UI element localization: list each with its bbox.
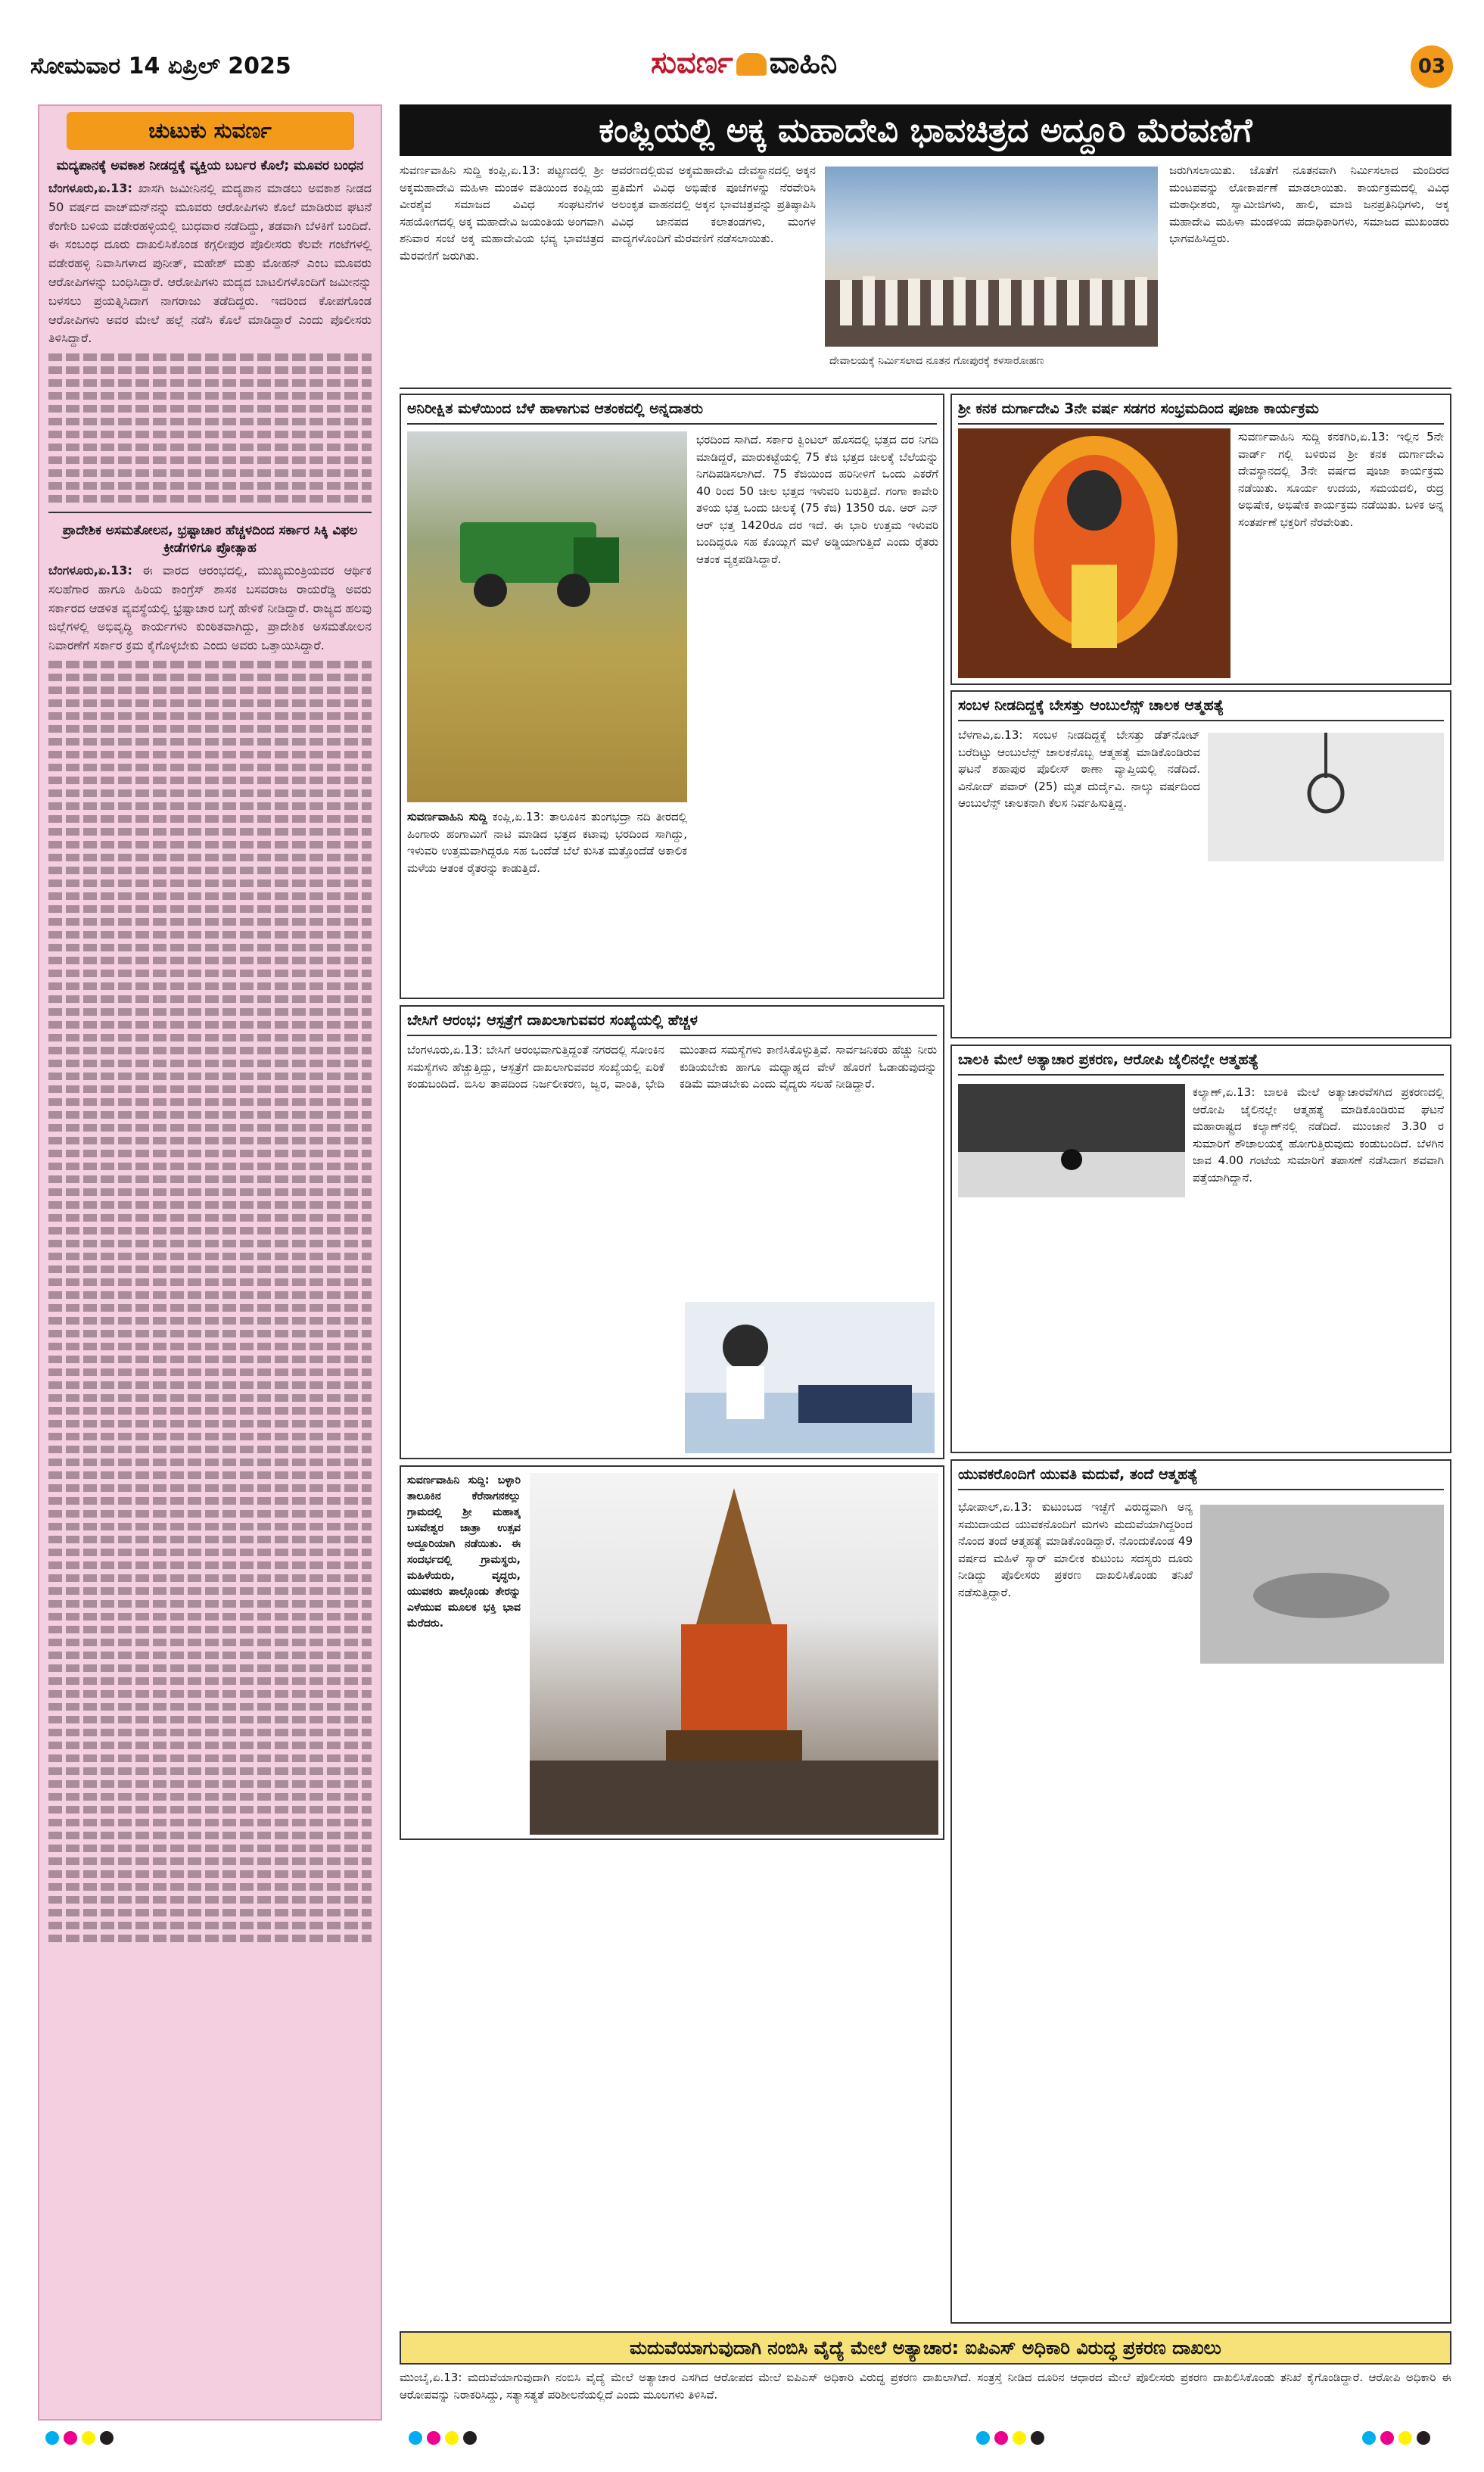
paddy-harvest-art <box>407 431 687 802</box>
chariot-caption-text: ಸುವರ್ಣವಾಹಿನಿ ಸುದ್ದಿ: ಬಳ್ಳಾರಿ ತಾಲೂಕಿನ ಕೆರೆನಾಗನಕಲ್ಲು ಗ್ರಾಮದಲ್ಲಿ ಶ್ರೀ ಮಹಾತ್ಮ ಬಸವೇಶ್ವರ ಜಾತ್ರಾ ಉತ್ಸವ ಅದ್ದೂರಿಯಾಗಿ ನಡೆಯಿತು. ಈ ಸಂದರ್ಭದಲ್ಲಿ ಗ್ರಾಮಸ್ಥರು, ಮಹಿಳೆಯರು, ವೃದ್ಧರು, ಯುವಕರು ಪಾಲ್ಗೊಂಡು ತೇರನ್ನು ಎಳೆಯುವ ಮೂಲಕ ಭಕ್ತಿ ಭಾವ ಮೆರೆದರು. <box>407 1474 521 1630</box>
hospital-photo-art <box>685 1302 935 1453</box>
registration-marks-center <box>409 2431 477 2445</box>
rain-story-intro-text: ಕಂಪ್ಲಿ,ಏ.13: ತಾಲೂಕಿನ ತುಂಗಭದ್ರಾ ನದಿ ತೀರದಲ್ಲಿ ಹಿಂಗಾರು ಹಂಗಾಮಿಗೆ ನಾಟಿ ಮಾಡಿದ ಭತ್ತದ ಕಟಾವು ಭರದಿಂದ ಸಾಗಿದ್ದು, ಇಳುವರಿ ಉತ್ತಮವಾಗಿದ್ದರೂ ಸಹ ಒಂದೆಡೆ ಬೆಲೆ ಕುಸಿತ ಮತ್ತೊಂದೆಡೆ ಅಕಾಲಿಕ ಮಳೆಯ ಆತಂಕ ರೈತರನ್ನು ಕಾಡುತ್ತಿದೆ. <box>407 810 687 875</box>
brief-dateline-1: ಬೆಂಗಳೂರು,ಏ.13: <box>48 180 132 195</box>
lead-headline: ಕಂಪ್ಲಿಯಲ್ಲಿ ಅಕ್ಕ ಮಹಾದೇವಿ ಭಾವಚಿತ್ರದ ಅದ್ದೂರಿ ಮೆರವಣಿಗೆ <box>400 104 1451 156</box>
lead-col-1-text: ಸುವರ್ಣವಾಹಿನಿ ಸುದ್ದಿ ಕಂಪ್ಲಿ,ಏ.13: ಪಟ್ಟಣದಲ್ಲಿ ಶ್ರೀ ಅಕ್ಕಮಹಾದೇವಿ ಮಹಿಳಾ ಮಂಡಳಿ ವತಿಯಿಂದ ಕಂಪ್ಲಿಯ ವೀರಶೈವ ಸಮಾಜದ ವಿವಿಧ ಸಂಘಟನೆಗಳ ಸಹಯೋಗದಲ್ಲಿ ಅಕ್ಕ ಮಹಾದೇವಿ ಜಯಂತಿಯ ಅಂಗವಾಗಿ ಶನಿವಾರ ಸಂಜೆ ಅಕ್ಕ ಮಹಾದೇವಿಯ ಭವ್ಯ ಭಾವಚಿತ್ರದ ಮೆರವಣಿಗೆ ಜರುಗಿತು. <box>400 163 604 263</box>
lead-col-3 <box>1169 162 1449 389</box>
marriage-story-body <box>958 1499 1193 2316</box>
rain-story-header <box>407 397 937 427</box>
jail-photo <box>958 1084 1185 1197</box>
bottom-story-title: ಮದುವೆಯಾಗುವುದಾಗಿ ನಂಬಿಸಿ ವೈದ್ಯೆ ಮೇಲೆ ಅತ್ಯಾಚಾರ: ಐಪಿಎಸ್ ಅಧಿಕಾರಿ ವಿರುದ್ಧ ಪ್ರಕರಣ ದಾಖಲು <box>400 2331 1451 2365</box>
hospital-story-title: ಬೇಸಿಗೆ ಆರಂಭ; ಆಸ್ಪತ್ರೆಗೆ ದಾಖಲಾಗುವವರ ಸಂಖ್ಯೆಯಲ್ಲಿ ಹೆಚ್ಚಳ <box>407 1008 937 1036</box>
noose-art <box>1208 733 1444 861</box>
ambulance-story-text: ಬೆಳಗಾವಿ,ಏ.13: ಸಂಬಳ ನೀಡದಿದ್ದಕ್ಕೆ ಬೇಸತ್ತು ಡೆತ್‌ನೋಟ್ ಬರೆದಿಟ್ಟು ಆಂಬುಲೆನ್ಸ್ ಚಾಲಕನೊಬ್ಬ ಆತ್ಮಹತ್ಯೆ ಮಾಡಿಕೊಂಡಿರುವ ಘಟನೆ ಶಹಾಪುರ ಪೊಲೀಸ್ ಠಾಣಾ ವ್ಯಾಪ್ತಿಯಲ್ಲಿ ನಡೆದಿದೆ. ವಿನೋದ್ ಪವಾರ್ (25) ಮೃತ ದುರ್ದೈವಿ. ನಾಲ್ಕು ವರ್ಷದಿಂದ ಆಂಬುಲೆನ್ಸ್ ಚಾಲಕನಾಗಿ ಕೆಲಸ ನಿರ್ವಹಿಸುತ್ತಿದ್ದ. <box>958 728 1200 810</box>
lead-col-1 <box>400 162 604 389</box>
hand-photo-art <box>1200 1505 1444 1664</box>
deity-photo <box>958 428 1230 678</box>
brief-title-2: ಪ್ರಾದೇಶಿಕ ಅಸಮತೋಲನ, ಭ್ರಷ್ಟಾಚಾರ ಹೆಚ್ಚಳದಿಂದ ಸರ್ಕಾರ ಸಿಕ್ಕಿ ವಿಫಲ ಕ್ರೀಡೆಗಳಿಗೂ ಪ್ರೋತ್ಸಾಹ <box>62 523 358 556</box>
bottom-story-text: ಮುಂಬೈ,ಏ.13: ಮದುವೆಯಾಗುವುದಾಗಿ ನಂಬಿಸಿ ವೈದ್ಯೆ ಮೇಲೆ ಅತ್ಯಾಚಾರ ಎಸಗಿದ ಆರೋಪದ ಮೇಲೆ ಐಪಿಎಸ್ ಅಧಿಕಾರಿ ವಿರುದ್ಧ ಪ್ರಕರಣ ದಾಖಲಾಗಿದೆ. ಸಂತ್ರಸ್ತೆ ನೀಡಿದ ದೂರಿನ ಆಧಾರದ ಮೇಲೆ ಪೊಲೀಸರು ಪ್ರಕರಣ ದಾಖಲಿಸಿಕೊಂಡು ತನಿಖೆ ಕೈಗೊಂಡಿದ್ದಾರೆ. ಆರೋಪಿ ಅಧಿಕಾರಿ ಈ ಆರೋಪವನ್ನು ನಿರಾಕರಿಸಿದ್ದು, ಸತ್ಯಾಸತ್ಯತೆ ಪರಿಶೀಲನೆಯಲ್ಲಿದೆ ಎಂದು ಮೂಲಗಳು ತಿಳಿಸಿವೆ. <box>400 2371 1451 2402</box>
hospital-story-text: ಬೆಂಗಳೂರು,ಏ.13: ಬೇಸಿಗೆ ಆರಂಭವಾಗುತ್ತಿದ್ದಂತೆ ನಗರದಲ್ಲಿ ಸೋಂಕಿನ ಸಮಸ್ಯೆಗಳು ಹೆಚ್ಚುತ್ತಿದ್ದು, ಆಸ್ಪತ್ರೆಗೆ ದಾಖಲಾಗುವವರ ಸಂಖ್ಯೆಯಲ್ಲಿ ಏರಿಕೆ ಕಂಡುಬಂದಿದೆ. ಬಿಸಿಲ ತಾಪದಿಂದ ನಿರ್ಜಲೀಕರಣ, ಜ್ವರ, ವಾಂತಿ, ಭೇದಿ ಮುಂತಾದ ಸಮಸ್ಯೆಗಳು ಕಾಣಿಸಿಕೊಳ್ಳುತ್ತಿವೆ. ಸಾರ್ವಜನಿಕರು ಹೆಚ್ಚು ನೀರು ಕುಡಿಯಬೇಕು ಹಾಗೂ ಮಧ್ಯಾಹ್ನದ ವೇಳೆ ಹೊರಗೆ ಓಡಾಡುವುದನ್ನು ಕಡಿಮೆ ಮಾಡಬೇಕು ಎಂದು ವೈದ್ಯರು ಸಲಹೆ ನೀಡಿದ್ದಾರೆ. <box>407 1043 937 1091</box>
noose-photo <box>1208 733 1444 861</box>
rain-story-body-text: ಭರದಿಂದ ಸಾಗಿದೆ. ಸರ್ಕಾರ ಕ್ವಿಂಟಲ್ ಹೊಸದಲ್ಲಿ ಭತ್ತದ ದರ ನಿಗದಿ ಮಾಡಿದ್ದರೆ, ಮಾರುಕಟ್ಟೆಯಲ್ಲಿ 75 ಕೆಜಿ ಭತ್ತದ ಚೀಲಕ್ಕೆ ಬೆಲೆಯನ್ನು ನಿಗದಿಪಡಿಸಲಾಗಿದೆ. 75 ಕೆಜಿಯಿಂದ ಹರಿನೀಳಿಗೆ ಒಂದು ಎಕರೆಗೆ 40 ರಿಂದ 50 ಚೀಲ ಭತ್ತದ ಇಳುವರಿ ಬರುತ್ತಿದೆ. ಗಂಗಾ ಕಾವೇರಿ ತಳಿಯ ಭತ್ತ ಒಂದು ಚೀಲಕ್ಕೆ (75 ಕೆಜಿ) 1350 ರೂ. ಆರ್ ಎನ್ ಆರ್ ಭತ್ತ 1420ರೂ ದರ ಇದೆ. ಈ ಭಾರಿ ಉತ್ತಮ ಇಳುವರಿ ಬಂದಿದ್ದರೂ ಸಹ ಕೊಯ್ಲಿಗೆ ಮಳೆ ಅಡ್ಡಿಯಾಗುತ್ತಿದೆ ಎಂದು ರೈತರು ಆತಂಕ ವ್ಯಕ್ತಪಡಿಸಿದ್ದಾರೆ. <box>696 433 938 566</box>
left-column-briefs <box>38 104 382 2421</box>
chariot-caption <box>407 1473 521 1836</box>
registration-marks-center-right <box>976 2431 1044 2445</box>
registration-marks-right <box>1362 2431 1430 2445</box>
jail-story-header <box>958 1048 1444 1078</box>
rain-story-intro <box>407 808 687 994</box>
pooja-story-text: ಸುವರ್ಣವಾಹಿನಿ ಸುದ್ದಿ ಕನಕಗಿರಿ,ಏ.13: ಇಲ್ಲಿನ 5ನೇ ವಾರ್ಡ್ ಗಲ್ಲಿ ಬಳಿರುವ ಶ್ರೀ ಕನಕ ದುರ್ಗಾದೇವಿ ದೇವಸ್ಥಾನದಲ್ಲಿ 3ನೇ ವರ್ಷದ ಪೂಜಾ ಕಾರ್ಯಕ್ರಮ ನಡೆಯಿತು. ಸೂರ್ಯ ಉದಯ, ಸಮಯದಲಿ, ರುದ್ರ ಅಭಿಷೇಕ, ಅಭಿಷೇಕ ಕಾರ್ಯಕ್ರಮ ನಡೆಯಿತು. ಬಳಿಕ ಅನ್ನ ಸಂತರ್ಪಣೆ ಭಕ್ತರಿಗೆ ನೆರವೇರಿತು. <box>1238 430 1444 529</box>
issue-date: ಸೋಮವಾರ 14 ಏಪ್ರಿಲ್ 2025 <box>30 53 291 79</box>
masthead-right: ವಾಹಿನಿ <box>769 45 838 80</box>
brief-dateline-2: ಬೆಂಗಳೂರು,ಏ.13: <box>48 562 132 578</box>
lead-col-3-text: ಜರುಗಿಸಲಾಯಿತು. ಜೊತೆಗೆ ನೂತನವಾಗಿ ನಿರ್ಮಿಸಲಾದ ಮಂದಿರದ ಮಂಟಪವನ್ನು ಲೋಕಾರ್ಪಣೆ ಮಾಡಲಾಯಿತು. ಕಾರ್ಯಕ್ರಮದಲ್ಲಿ ವಿವಿಧ ಮಠಾಧೀಶರು, ಸ್ವಾಮೀಜಿಗಳು, ಹಾಲಿ, ಮಾಜಿ ಜನಪ್ರತಿನಿಧಿಗಳು, ಅಕ್ಕ ಮಹಾದೇವಿ ಮಹಿಳಾ ಮಂಡಳಿಯ ಪದಾಧಿಕಾರಿಗಳು, ಸಮಾಜದ ಮುಖಂಡರು ಭಾಗವಹಿಸಿದ್ದರು. <box>1169 163 1449 245</box>
brief-text-1: ಖಾಸಗಿ ಜಮೀನಿನಲ್ಲಿ ಮದ್ಯಪಾನ ಮಾಡಲು ಅವಕಾಶ ನೀಡದ 50 ವರ್ಷದ ವಾಚ್‌ಮನ್‌ನನ್ನು ಮೂವರು ಆರೋಪಿಗಳು ಕೊಲೆ ಮಾಡಿರುವ ಘಟನೆ ಕೆಂಗೇರಿ ಬಳಿಯ ವಡೇರಹಳ್ಳಿಯಲ್ಲಿ ಬುಧವಾರ ನಡೆದಿದ್ದು, ತಡವಾಗಿ ಬೆಳಕಿಗೆ ಬಂದಿದೆ. ಈ ಸಂಬಂಧ ದೂರು ದಾಖಲಿಸಿಕೊಂಡ ಕಗ್ಗಲೀಪುರ ಪೊಲೀಸರು ಕೆಲವೇ ಗಂಟೆಗಳಲ್ಲಿ ವಡೇರಹಳ್ಳಿ ನಿವಾಸಿಗಳಾದ ಪುನೀತ್, ಮಹೇಶ್ ಮತ್ತು ಮೋಹನ್ ಎಂಬ ಮೂವರು ಆರೋಪಿಗಳನ್ನು ಬಂಧಿಸಿದ್ದಾರೆ. ಆರೋಪಿಗಳು ಮದ್ಯದ ಬಾಟಲಿಗಳೊಂದಿಗೆ ಜಮೀನನ್ನು ಬಳಸಲು ಪ್ರಯತ್ನಿಸಿದಾಗ ನಾಗರಾಜು ತಡೆದಿದ್ದರು. ಇದರಿಂದ ಕೋಪಗೊಂಡ ಆರೋಪಿಗಳು ಅವರ ಮೇಲೆ ಹಲ್ಲೆ ನಡೆಸಿ ಕೊಲೆ ಮಾಡಿದ್ದಾರೆ ಎಂದು ಪೊಲೀಸರು ತಿಳಿಸಿದ್ದಾರೆ. <box>48 180 372 346</box>
lead-col-2-text: ಆವರಣದಲ್ಲಿರುವ ಅಕ್ಕಮಹಾದೇವಿ ದೇವಸ್ಥಾನದಲ್ಲಿ ಅಕ್ಕನ ಪ್ರತಿಮೆಗೆ ವಿವಿಧ ಅಭಿಷೇಕ ಪೂಜೆಗಳನ್ನು ನೆರವೇರಿಸಿ ಅಲಂಕೃತ ವಾಹನದಲ್ಲಿ ಅಕ್ಕನ ಭಾವಚಿತ್ರವನ್ನು ಪ್ರತಿಷ್ಠಾಪಿಸಿ ವಿವಿಧ ಜಾನಪದ ಕಲಾತಂಡಗಳು, ಮಂಗಳ ವಾದ್ಯಗಳೊಂದಿಗೆ ಮೆರವಣಿಗೆ ನಡೆಸಲಾಯಿತು. <box>611 163 816 245</box>
paddy-harvest-photo <box>407 431 687 802</box>
hospital-photo <box>685 1302 935 1453</box>
page-header <box>30 45 1453 91</box>
marriage-story-header <box>958 1462 1444 1493</box>
masthead-logo <box>651 45 837 80</box>
brief-body-1 <box>48 179 372 348</box>
deity-photo-art <box>958 428 1230 678</box>
rain-story-title: ಅನಿರೀಕ್ಷಿತ ಮಳೆಯಿಂದ ಬೆಳೆ ಹಾಳಾಗುವ ಆತಂಕದಲ್ಲಿ ಅನ್ನದಾತರು <box>407 397 937 425</box>
black-dot <box>100 2431 114 2445</box>
cyan-dot <box>45 2431 59 2445</box>
ambulance-story-body <box>958 727 1200 1033</box>
hospital-story-body <box>407 1041 937 1299</box>
yellow-dot <box>82 2431 95 2445</box>
magenta-dot <box>64 2431 77 2445</box>
chariot-photo <box>530 1473 938 1835</box>
bottom-story-body <box>400 2369 1451 2422</box>
page-number: 03 <box>1411 45 1453 88</box>
registration-marks-left <box>45 2431 114 2445</box>
jail-photo-art <box>958 1084 1185 1197</box>
marriage-story-title: ಯುವಕರೊಂದಿಗೆ ಯುವತಿ ಮದುವೆ, ತಂದೆ ಆತ್ಮಹತ್ಯೆ <box>958 1462 1444 1490</box>
masthead-left: ಸುವರ್ಣ <box>651 45 733 80</box>
jail-story-text: ಕಲ್ಯಾಣ್,ಏ.13: ಬಾಲಕಿ ಮೇಲೆ ಅತ್ಯಾಚಾರವೆಸಗಿದ ಪ್ರಕರಣದಲ್ಲಿ ಆರೋಪಿ ಜೈಲಿನಲ್ಲೇ ಆತ್ಮಹತ್ಯೆ ಮಾಡಿಕೊಂಡಿರುವ ಘಟನೆ ಮಹಾರಾಷ್ಟ್ರದ ಕಲ್ಯಾಣ್‌ನಲ್ಲಿ ನಡೆದಿದೆ. ಮುಂಜಾನೆ 3.30 ರ ಸುಮಾರಿಗೆ ಶೌಚಾಲಯಕ್ಕೆ ಹೋಗುತ್ತಿರುವುದು ಕಂಡುಬಂದಿದೆ. ಬೆಳಗಿನ ಜಾವ 4.00 ಗಂಟೆಯ ಸುಮಾರಿಗೆ ತಪಾಸಣೆ ನಡೆಸಿದಾಗ ಶವವಾಗಿ ಪತ್ತೆಯಾಗಿದ್ದಾನೆ. <box>1193 1085 1444 1185</box>
pooja-story-body <box>1238 428 1444 678</box>
pooja-story-header <box>958 397 1444 427</box>
rain-story-body <box>696 431 938 995</box>
hospital-story-header <box>407 1008 937 1038</box>
brief-title-1: ಮದ್ಯಪಾನಕ್ಕೆ ಅವಕಾಶ ನೀಡದ್ದಕ್ಕೆ ವ್ಯಕ್ತಿಯ ಬರ್ಬರ ಕೊಲೆ; ಮೂವರ ಬಂಧನ <box>56 158 364 173</box>
chariot-photo-art <box>530 1473 938 1835</box>
lamp-icon <box>736 53 767 76</box>
jail-story-title: ಬಾಲಕಿ ಮೇಲೆ ಅತ್ಯಾಚಾರ ಪ್ರಕರಣ, ಆರೋಪಿ ಜೈಲಿನಲ್ಲೇ ಆತ್ಮಹತ್ಯೆ <box>958 1048 1444 1076</box>
brief-text-2: ಈ ವಾರದ ಆರಂಭದಲ್ಲಿ, ಮುಖ್ಯಮಂತ್ರಿಯವರ ಆರ್ಥಿಕ ಸಲಹೆಗಾರ ಹಾಗೂ ಹಿರಿಯ ಕಾಂಗ್ರೆಸ್ ಶಾಸಕ ಬಸವರಾಜ ರಾಯರೆಡ್ಡಿ ಅವರು ಸರ್ಕಾರದ ಆಡಳಿತ ವ್ಯವಸ್ಥೆಯಲ್ಲಿ ಭ್ರಷ್ಟಾಚಾರ ಬಗ್ಗೆ ಹೇಳಿಕೆ ನೀಡಿದ್ದಾರೆ. ರಾಜ್ಯದ ಹಲವು ಜಿಲ್ಲೆಗಳಲ್ಲಿ ಅಭಿವೃದ್ಧಿ ಕಾರ್ಯಗಳು ಕುಂಠಿತವಾಗಿದ್ದು, ಪ್ರಾದೇಶಿಕ ಅಸಮತೋಲನ ನಿವಾರಣೆಗೆ ಸರ್ಕಾರ ಕ್ರಮ ಕೈಗೊಳ್ಳಬೇಕು ಎಂದು ಅವರು ಒತ್ತಾಯಿಸಿದ್ದಾರೆ. <box>48 562 372 653</box>
section-brand: ಚುಟುಕು ಸುವರ್ಣ <box>67 112 354 150</box>
jail-story-body <box>1193 1084 1444 1447</box>
brief-body-2 <box>48 562 372 655</box>
brief-filler-1 <box>48 353 372 503</box>
brief-filler-2 <box>48 661 372 1942</box>
marriage-story-text: ಭೋಪಾಲ್,ಏ.13: ಕುಟುಂಬದ ಇಚ್ಛೆಗೆ ವಿರುದ್ಧವಾಗಿ ಅನ್ಯ ಸಮುದಾಯದ ಯುವಕನೊಂದಿಗೆ ಮಗಳು ಮದುವೆಯಾಗಿದ್ದರಿಂದ ನೊಂದ ತಂದೆ ಆತ್ಮಹತ್ಯೆ ಮಾಡಿಕೊಂಡಿದ್ದಾರೆ. ನೊಂದುಕೊಂಡ 49 ವರ್ಷದ ಮಹಿಳೆ ಸ್ಯಾರ್ ಮಾಲೀಕ ಕುಟುಂಬ ಸದಸ್ಯರು ದೂರು ನೀಡಿದ್ದು ಪೊಲೀಸರು ಪ್ರಕರಣ ದಾಖಲಿಸಿಕೊಂಡು ತನಿಖೆ ನಡೆಸುತ್ತಿದ್ದಾರೆ. <box>958 1500 1193 1599</box>
procession-photo <box>825 167 1158 371</box>
lead-col-2 <box>611 162 816 389</box>
ambulance-story-title: ಸಂಬಳ ನೀಡದಿದ್ದಕ್ಕೆ ಬೇಸತ್ತು ಆಂಬುಲೆನ್ಸ್ ಚಾಲಕ ಆತ್ಮಹತ್ಯೆ <box>958 693 1444 721</box>
rule-lead-bottom <box>400 388 1451 389</box>
ambulance-story-header <box>958 693 1444 724</box>
hand-photo <box>1200 1505 1444 1664</box>
brief-divider <box>48 512 372 513</box>
procession-photo-caption: ದೇವಾಲಯಕ್ಕೆ ನಿರ್ಮಿಸಲಾದ ನೂತನ ಗೋಪುರಕ್ಕೆ ಕಳಸಾರೋಹಣ <box>825 352 1158 371</box>
pooja-story-title: ಶ್ರೀ ಕನಕ ದುರ್ಗಾದೇವಿ 3ನೇ ವರ್ಷ ಸಡಗರ ಸಂಭ್ರಮದಿಂದ ಪೂಜಾ ಕಾರ್ಯಕ್ರಮ <box>958 397 1444 425</box>
procession-photo-art <box>825 167 1158 371</box>
rain-photo-caption: ಸುವರ್ಣವಾಹಿನಿ ಸುದ್ದಿ <box>407 810 487 823</box>
